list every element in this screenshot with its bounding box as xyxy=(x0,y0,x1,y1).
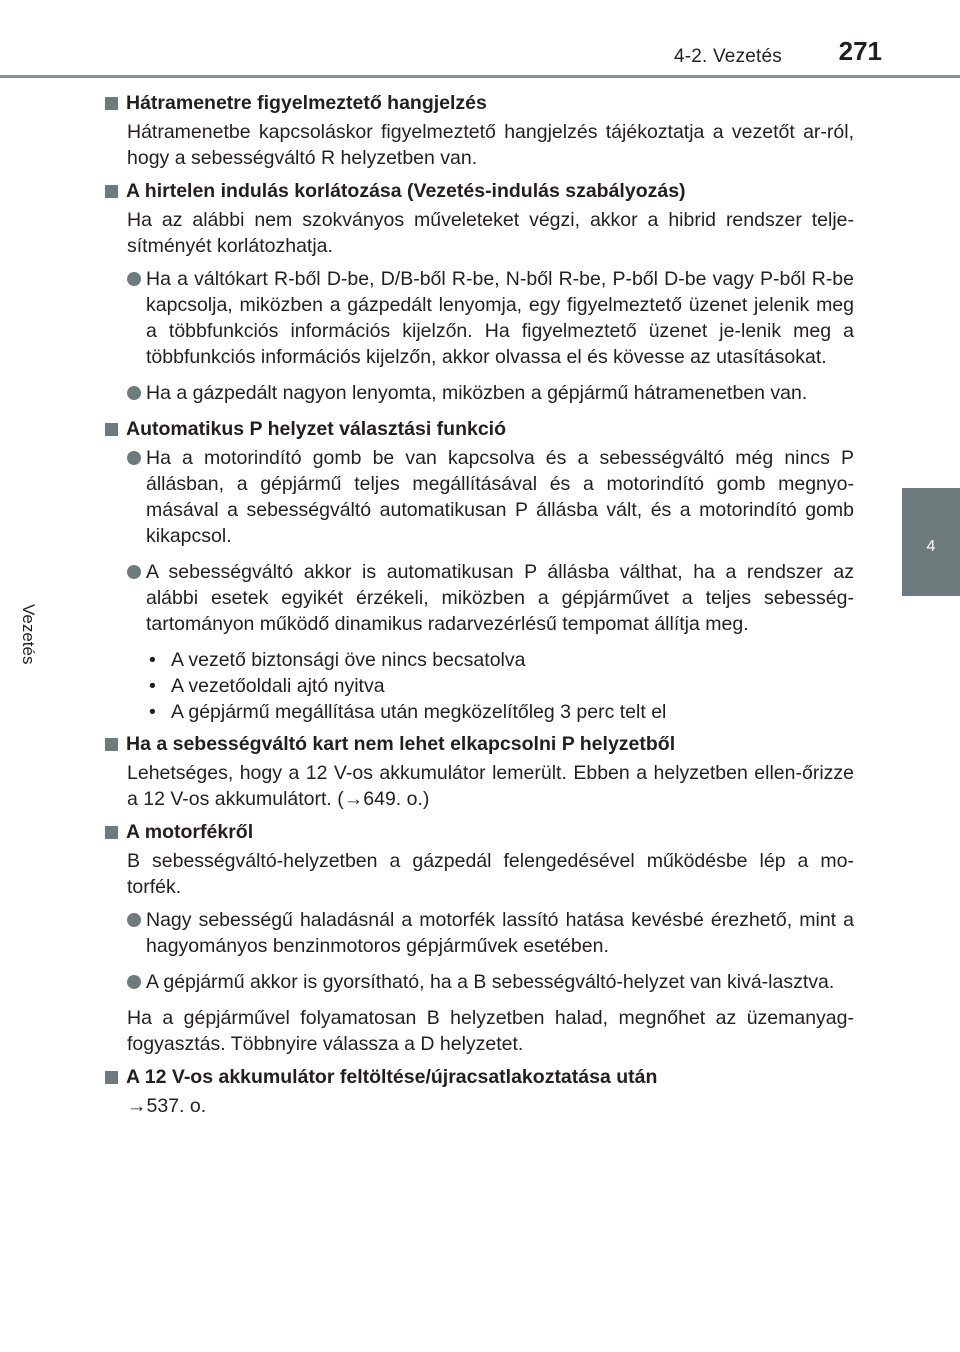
list-item: A gépjármű akkor is gyorsítható, ha a B sebességváltó-helyzet van kivá-lasztva. xyxy=(127,969,854,995)
page-header xyxy=(0,0,960,80)
paragraph: Ha az alábbi nem szokványos műveleteket végzi, akkor a hibrid rendszer telje-sítményét korlátozhatja. xyxy=(127,209,854,257)
section-heading: Ha a sebességváltó kart nem lehet elkapcsolni P helyzetből xyxy=(105,731,854,757)
list-item: Nagy sebességű haladásnál a motorfék lassító hatása kevésbé érezhető, mint a hagyományos benzinmotoros gépjárművek esetében. xyxy=(127,907,854,959)
section-heading: A hirtelen indulás korlátozása (Vezetés-indulás szabályozás) xyxy=(105,178,854,204)
square-bullet-icon xyxy=(105,1071,118,1084)
section-heading: Automatikus P helyzet választási funkció xyxy=(105,416,854,442)
paragraph: Ha a gépjárművel folyamatosan B helyzetben halad, megnőhet az üzemanyag-fogyasztás. Többnyire válassza a D helyzetet. xyxy=(127,1007,854,1055)
chapter-tab[interactable] xyxy=(902,488,960,596)
circle-bullet-icon xyxy=(127,386,141,400)
circle-bullet-icon xyxy=(127,913,141,927)
square-bullet-icon xyxy=(105,185,118,198)
square-bullet-icon xyxy=(105,423,118,436)
circle-bullet-icon xyxy=(127,565,141,579)
circle-bullet-icon xyxy=(127,272,141,286)
sub-list-item: • A vezetőoldali ajtó nyitva xyxy=(149,675,385,697)
paragraph: B sebességváltó-helyzetben a gázpedál felengedésével működésbe lép a mo-torfék. xyxy=(127,850,854,898)
small-bullet-icon: • xyxy=(149,649,156,671)
square-bullet-icon xyxy=(105,826,118,839)
page-number: 271 xyxy=(838,36,882,66)
sub-list-item: • A vezető biztonsági öve nincs becsatolva xyxy=(149,649,526,671)
paragraph: Hátramenetbe kapcsoláskor figyelmeztető hangjelzés tájékoztatja a vezetőt ar-ról, hogy a sebességváltó R helyzetben van. xyxy=(127,121,854,169)
circle-bullet-icon xyxy=(127,451,141,465)
list-item: A sebességváltó akkor is automatikusan P állásba válthat, ha a rendszer az alábbi esetek egyikét érzékeli, miközben a gépjárművet a teljes sebesség-tartományon működő dinamikus radarvezérlésű tempomat állítja meg. xyxy=(127,559,854,637)
paragraph: Lehetséges, hogy a 12 V-os akkumulátor lemerült. Ebben a helyzetben ellen-őrizze a 12 V-os akkumulátort. (→649. o.) xyxy=(127,762,854,810)
section-title: 4-2. Vezetés xyxy=(673,46,782,67)
small-bullet-icon: • xyxy=(149,701,156,723)
list-item: Ha a gázpedált nagyon lenyomta, miközben a gépjármű hátramenetben van. xyxy=(127,380,854,406)
circle-bullet-icon xyxy=(127,975,141,989)
section-heading: A motorfékről xyxy=(105,819,854,845)
small-bullet-icon: • xyxy=(149,675,156,697)
sub-list xyxy=(149,647,854,725)
chapter-tab-label: Vezetés xyxy=(19,604,38,665)
square-bullet-icon xyxy=(105,738,118,751)
header-divider xyxy=(0,75,960,78)
list-item: Ha a váltókart R-ből D-be, D/B-ből R-be, N-ből R-be, P-ből D-be vagy P-ből R-be kapcsolja, miközben a gázpedált lenyomja, egy figyelmeztető üzenet jelenik meg a többfunkciós információs kijelzőn. Ha figyelmeztető üzenet je-lenik meg a többfunkciós információs kijelzőn, akkor olvassa el és kövesse az utasításokat. xyxy=(127,266,854,370)
square-bullet-icon xyxy=(105,97,118,110)
section-heading: Hátramenetre figyelmeztető hangjelzés xyxy=(105,90,854,116)
list-item: Ha a motorindító gomb be van kapcsolva és a sebességváltó még nincs P állásban, a gépjármű teljes megállításával és a motorindító gomb megnyo-másával a sebességváltó automatikusan P állásba vált, és a motorindító gomb kikapcsol. xyxy=(127,445,854,549)
section-heading: A 12 V-os akkumulátor feltöltése/újracsatlakoztatása után xyxy=(105,1064,854,1090)
page-content xyxy=(105,90,854,1119)
chapter-tab-number: 4 xyxy=(926,538,936,555)
page-reference-link[interactable]: →537. o. xyxy=(127,1095,207,1117)
sub-list-item: • A gépjármű megállítása után megközelítőleg 3 perc telt el xyxy=(149,701,667,723)
